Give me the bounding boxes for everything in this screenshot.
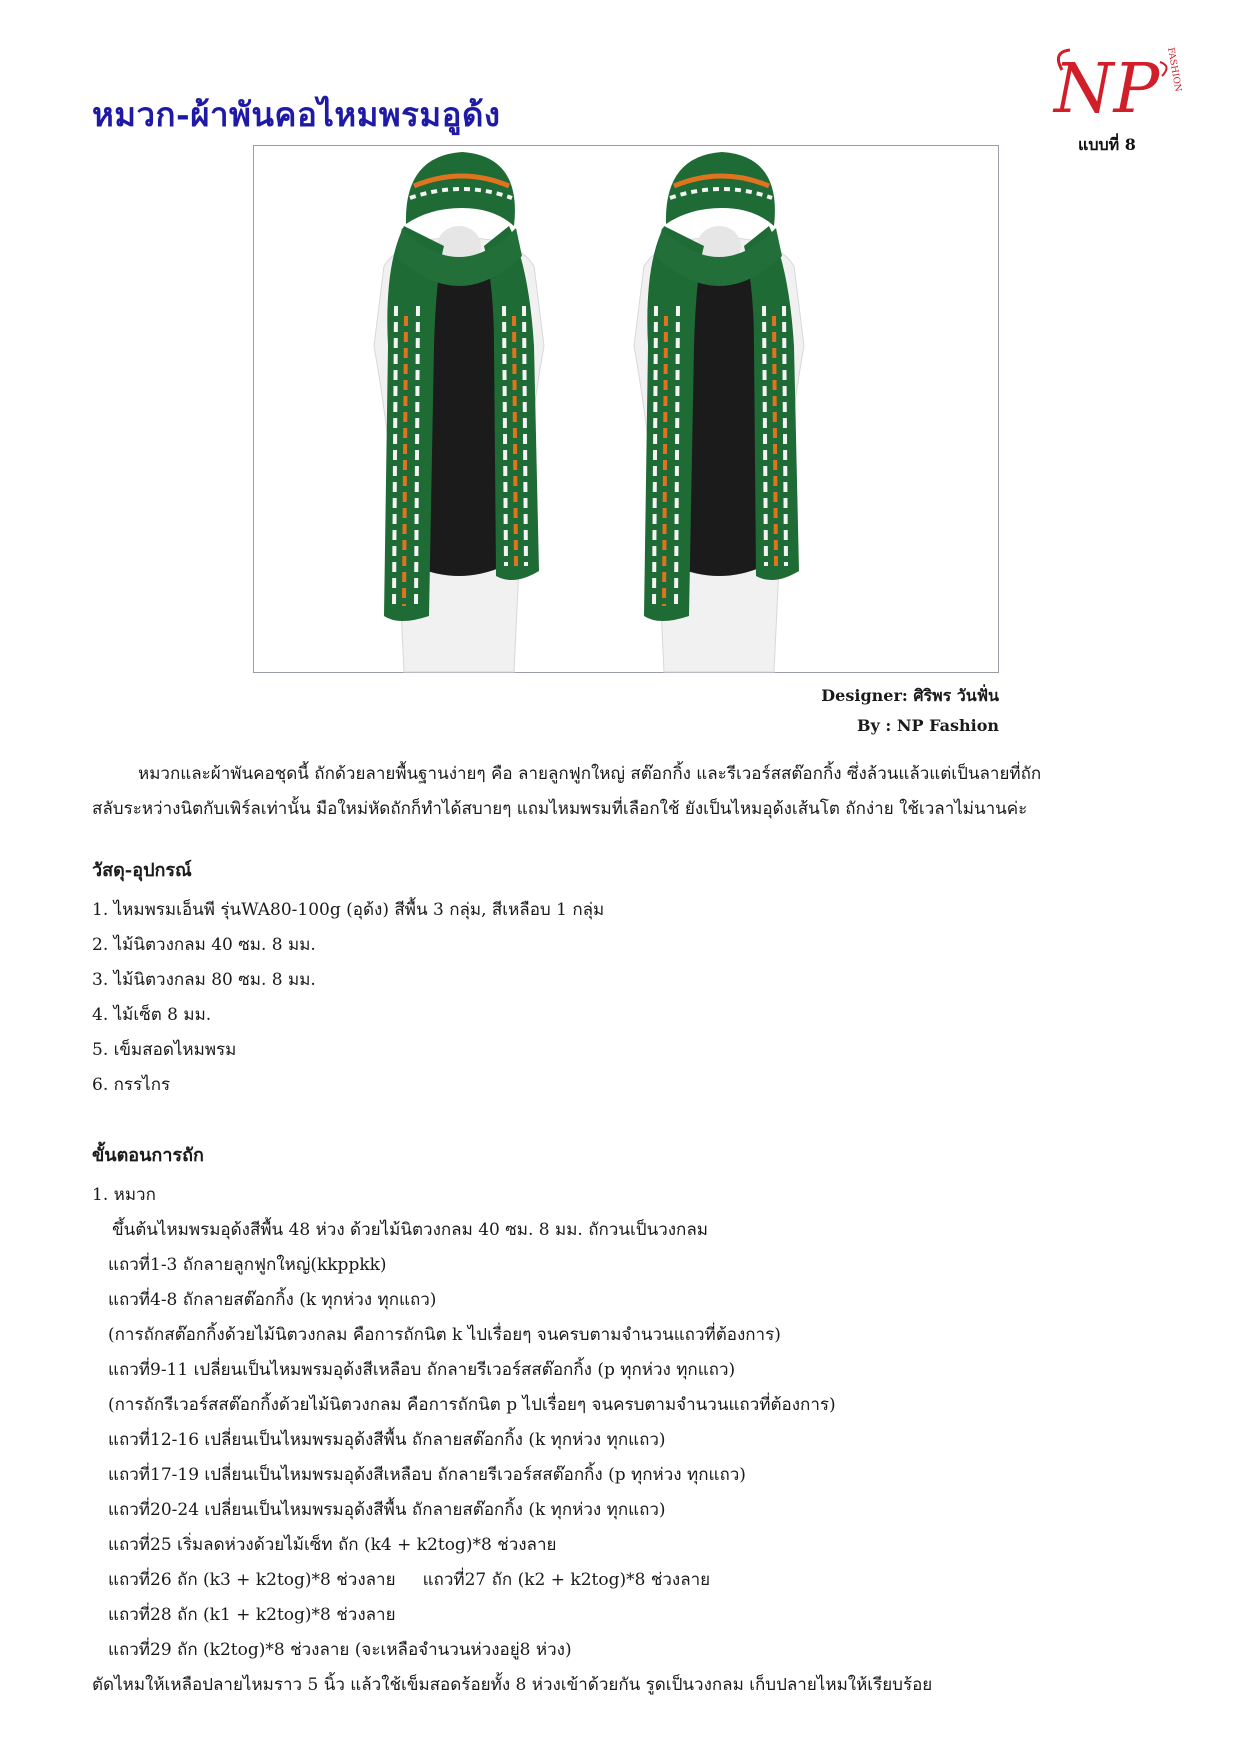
product-photo	[253, 145, 999, 673]
materials-item: 6. กรรไกร	[92, 1075, 171, 1095]
row-step: แถวที่4-8 ถักลายสต๊อกกิ้ง (k ทุกห่วง ทุกแถว)	[108, 1290, 437, 1310]
row-step: แถวที่12-16 เปลี่ยนเป็นไหมพรมอุด้งสีพื้น ถักลายสต๊อกกิ้ง (k ทุกห่วง ทุกแถว)	[108, 1430, 666, 1450]
row-step: แถวที่9-11 เปลี่ยนเป็นไหมพรมอุด้งสีเหลือบ ถักลายรีเวอร์สสต๊อกกิ้ง (p ทุกห่วง ทุกแถว)	[108, 1360, 736, 1380]
materials-item: 2. ไม้นิตวงกลม 40 ซม. 8 มม.	[92, 935, 316, 955]
row-step: แถวที่25 เริ่มลดห่วงด้วยไม้เซ็ท ถัก (k4 + k2tog)*8 ช่วงลาย	[108, 1535, 557, 1555]
logo-graphic	[1050, 42, 1183, 132]
row-step: แถวที่28 ถัก (k1 + k2tog)*8 ช่วงลาย	[108, 1605, 396, 1625]
steps-subheading: 1. หมวก	[92, 1185, 156, 1205]
row-step: แถวที่29 ถัก (k2tog)*8 ช่วงลาย (จะเหลือจำนวนห่วงอยู่8 ห่วง)	[108, 1640, 572, 1660]
row-note: (การถักสต๊อกกิ้งด้วยไม้นิตวงกลม คือการถักนิต k ไปเรื่อยๆ จนครบตามจำนวนแถวที่ต้องการ)	[108, 1325, 781, 1345]
logo-sub: FASHION	[1165, 46, 1183, 93]
designer-credit: Designer: ศิริพร วันฟั่น	[821, 686, 999, 705]
cast-on-step: ขึ้นต้นไหมพรมอุด้งสีพื้น 48 ห่วง ด้วยไม้นิตวงกลม 40 ซม. 8 มม. ถักวนเป็นวงกลม	[112, 1220, 708, 1240]
row-step: แถวที่17-19 เปลี่ยนเป็นไหมพรมอุด้งสีเหลือบ ถักลายรีเวอร์สสต๊อกกิ้ง (p ทุกห่วง ทุกแถว)	[108, 1465, 746, 1485]
row-step: แถวที่1-3 ถักลายลูกฟูกใหญ่(kkppkk)	[108, 1255, 387, 1275]
materials-list	[92, 893, 604, 1103]
np-fashion-logo	[1050, 42, 1183, 132]
steps-heading: ขั้นตอนการถัก	[92, 1145, 204, 1166]
materials-heading: วัสดุ-อุปกรณ์	[92, 860, 192, 881]
materials-item: 3. ไม้นิตวงกลม 80 ซม. 8 มม.	[92, 970, 316, 990]
logo-text: NP	[1054, 50, 1160, 129]
intro-line-1: หมวกและผ้าพันคอชุดนี้ ถักด้วยลายพื้นฐานง่ายๆ คือ ลายลูกฟูกใหญ่ สต๊อกกิ้ง และรีเวอร์สสต๊อกกิ้ง ซึ่งล้วนแล้วแต่เป็นลายที่ถัก	[138, 764, 1042, 784]
materials-item: 1. ไหมพรมเอ็นพี รุ่นWA80-100g (อุด้ง) สีพื้น 3 กลุ่ม, สีเหลือบ 1 กลุ่ม	[92, 900, 605, 920]
intro-paragraph	[92, 757, 1117, 827]
by-credit: By : NP Fashion	[857, 716, 999, 735]
materials-item: 5. เข็มสอดไหมพรม	[92, 1040, 237, 1060]
materials-item: 4. ไม้เซ็ต 8 มม.	[92, 1005, 212, 1025]
pattern-number: แบบที่ 8	[1078, 135, 1136, 154]
row-step: แถวที่20-24 เปลี่ยนเป็นไหมพรมอุด้งสีพื้น ถักลายสต๊อกกิ้ง (k ทุกห่วง ทุกแถว)	[108, 1500, 666, 1520]
finish-step: ตัดไหมให้เหลือปลายไหมราว 5 นิ้ว แล้วใช้เข็มสอดร้อยทั้ง 8 ห่วงเข้าด้วยกัน รูดเป็นวงกลม เก็บปลายไหมให้เรียบร้อย	[92, 1675, 933, 1695]
row-step: แถวที่26 ถัก (k3 + k2tog)*8 ช่วงลาย แถวที่27 ถัก (k2 + k2tog)*8 ช่วงลาย	[108, 1570, 711, 1590]
steps-list	[92, 1178, 932, 1703]
intro-line-2: สลับระหว่างนิตกับเพิร์ลเท่านั้น มือใหม่หัดถักก็ทำได้สบายๆ แถมไหมพรมที่เลือกใช้ ยังเป็นไหมอุด้งเส้นโต ถักง่าย ใช้เวลาไม่นานค่ะ	[92, 799, 1028, 819]
page-title: หมวก-ผ้าพันคอไหมพรมอูด้ง	[92, 95, 501, 134]
row-note: (การถักรีเวอร์สสต๊อกกิ้งด้วยไม้นิตวงกลม คือการถักนิต p ไปเรื่อยๆ จนครบตามจำนวนแถวที่ต้องการ)	[108, 1395, 836, 1415]
